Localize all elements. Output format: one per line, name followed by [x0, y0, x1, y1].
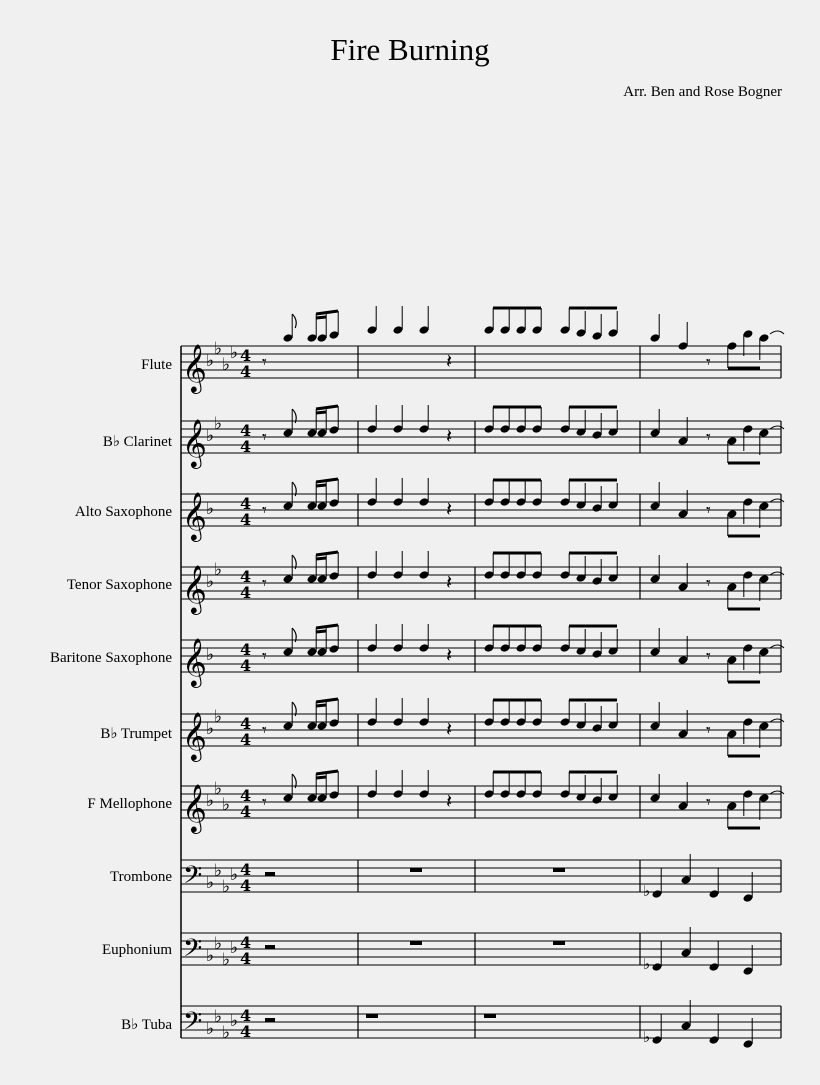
key-flat: ♭: [230, 865, 239, 885]
note-beam: [316, 631, 326, 632]
whole-rest: [484, 1014, 496, 1018]
key-flat: ♭: [214, 934, 223, 954]
note-beam: [316, 406, 338, 409]
quarter-rest: 𝄽: [446, 424, 453, 448]
key-flat: ♭: [206, 351, 215, 371]
key-flat: ♭: [206, 791, 215, 811]
staff-label-euphonium: Euphonium: [102, 942, 172, 958]
accidental-flat: ♭: [643, 882, 651, 900]
key-flat: ♭: [206, 873, 215, 893]
eighth-rest: 𝄾: [706, 792, 711, 813]
time-signature-bottom: 4: [240, 1022, 252, 1041]
staff-label-trombone: Trombone: [110, 869, 172, 885]
whole-rest: [366, 1014, 378, 1018]
time-signature-top: 4: [240, 786, 252, 805]
key-flat: ♭: [222, 355, 231, 375]
key-flat: ♭: [206, 946, 215, 966]
time-signature-top: 4: [240, 933, 252, 952]
key-flat: ♭: [206, 426, 215, 446]
note-beam: [316, 771, 338, 774]
key-flat: ♭: [214, 560, 223, 580]
eighth-rest: 𝄾: [262, 646, 267, 667]
note-beam: [316, 625, 338, 628]
key-flat: ♭: [206, 645, 215, 665]
key-flat: ♭: [222, 950, 231, 970]
time-signature-bottom: 4: [240, 510, 252, 529]
whole-rest: [410, 941, 422, 945]
time-signature-bottom: 4: [240, 437, 252, 456]
staff-label-mellophone: F Mellophone: [87, 796, 172, 812]
eighth-rest: 𝄾: [262, 500, 267, 521]
key-flat: ♭: [222, 877, 231, 897]
key-flat: ♭: [206, 499, 215, 519]
time-signature-top: 4: [240, 640, 252, 659]
quarter-rest: 𝄽: [446, 570, 453, 594]
time-signature-bottom: 4: [240, 362, 252, 381]
time-signature-top: 4: [240, 860, 252, 879]
treble-clef: 𝄞: [182, 783, 207, 832]
note-beam: [316, 558, 326, 559]
accidental-flat: ♭: [643, 1028, 651, 1046]
note-beam: [316, 777, 326, 778]
staff-label-flute: Flute: [141, 357, 172, 373]
time-signature-top: 4: [240, 567, 252, 586]
key-flat: ♭: [214, 779, 223, 799]
key-flat: ♭: [214, 861, 223, 881]
treble-clef: 𝄞: [182, 418, 207, 467]
treble-clef: 𝄞: [182, 637, 207, 686]
time-signature-bottom: 4: [240, 583, 252, 602]
key-flat: ♭: [206, 572, 215, 592]
whole-rest: [410, 868, 422, 872]
eighth-rest: 𝄾: [706, 427, 711, 448]
note-beam: [316, 412, 326, 413]
whole-rest: [553, 941, 565, 945]
key-flat: ♭: [214, 707, 223, 727]
treble-clef: 𝄞: [182, 343, 207, 392]
time-signature-top: 4: [240, 421, 252, 440]
eighth-rest: 𝄾: [706, 720, 711, 741]
time-signature-bottom: 4: [240, 949, 252, 968]
score-title: Fire Burning: [330, 32, 490, 67]
accidental-flat: ♭: [643, 955, 651, 973]
treble-clef: 𝄞: [182, 491, 207, 540]
half-rest: [265, 872, 275, 876]
time-signature-top: 4: [240, 1006, 252, 1025]
whole-rest: [553, 868, 565, 872]
quarter-rest: 𝄽: [446, 349, 453, 373]
note-tie: [770, 331, 784, 334]
staff-label-tenor-sax: Tenor Saxophone: [66, 577, 172, 593]
treble-clef: 𝄞: [182, 711, 207, 760]
eighth-rest: 𝄾: [262, 573, 267, 594]
staff-label-baritone-sax: Baritone Saxophone: [49, 650, 172, 666]
eighth-rest: 𝄾: [262, 720, 267, 741]
quarter-rest: 𝄽: [446, 497, 453, 521]
time-signature-top: 4: [240, 494, 252, 513]
time-signature-top: 4: [240, 346, 252, 365]
half-rest: [265, 945, 275, 949]
bass-clef: 𝄢: [183, 1007, 203, 1042]
eighth-rest: 𝄾: [262, 792, 267, 813]
note-beam: [316, 699, 338, 702]
staff-label-clarinet: B♭ Clarinet: [102, 434, 172, 450]
quarter-rest: 𝄽: [446, 789, 453, 813]
time-signature-bottom: 4: [240, 656, 252, 675]
time-signature-bottom: 4: [240, 730, 252, 749]
key-flat: ♭: [206, 719, 215, 739]
staff-label-trumpet: B♭ Trumpet: [100, 726, 172, 742]
note-beam: [316, 317, 326, 318]
half-rest: [265, 1018, 275, 1022]
note-beam: [316, 705, 326, 706]
key-flat: ♭: [206, 1019, 215, 1039]
key-flat: ♭: [230, 343, 239, 363]
time-signature-top: 4: [240, 714, 252, 733]
staff-label-tuba: B♭ Tuba: [121, 1017, 172, 1033]
note-beam: [316, 552, 338, 555]
key-flat: ♭: [230, 1011, 239, 1031]
key-flat: ♭: [214, 339, 223, 359]
note-beam: [316, 311, 338, 314]
eighth-rest: 𝄾: [706, 500, 711, 521]
key-flat: ♭: [230, 938, 239, 958]
key-flat: ♭: [214, 414, 223, 434]
quarter-rest: 𝄽: [446, 717, 453, 741]
eighth-rest: 𝄾: [706, 573, 711, 594]
eighth-rest: 𝄾: [706, 352, 711, 373]
key-flat: ♭: [214, 1007, 223, 1027]
note-beam: [316, 479, 338, 482]
time-signature-bottom: 4: [240, 876, 252, 895]
bass-clef: 𝄢: [183, 861, 203, 896]
key-flat: ♭: [222, 1023, 231, 1043]
treble-clef: 𝄞: [182, 564, 207, 613]
note-beam: [316, 485, 326, 486]
eighth-rest: 𝄾: [706, 646, 711, 667]
arranger-credit: Arr. Ben and Rose Bogner: [623, 84, 782, 100]
note-flag: [292, 314, 296, 328]
time-signature-bottom: 4: [240, 802, 252, 821]
quarter-rest: 𝄽: [446, 643, 453, 667]
key-flat: ♭: [222, 795, 231, 815]
eighth-rest: 𝄾: [262, 427, 267, 448]
staff-label-alto-sax: Alto Saxophone: [74, 504, 172, 520]
eighth-rest: 𝄾: [262, 352, 267, 373]
bass-clef: 𝄢: [183, 934, 203, 969]
